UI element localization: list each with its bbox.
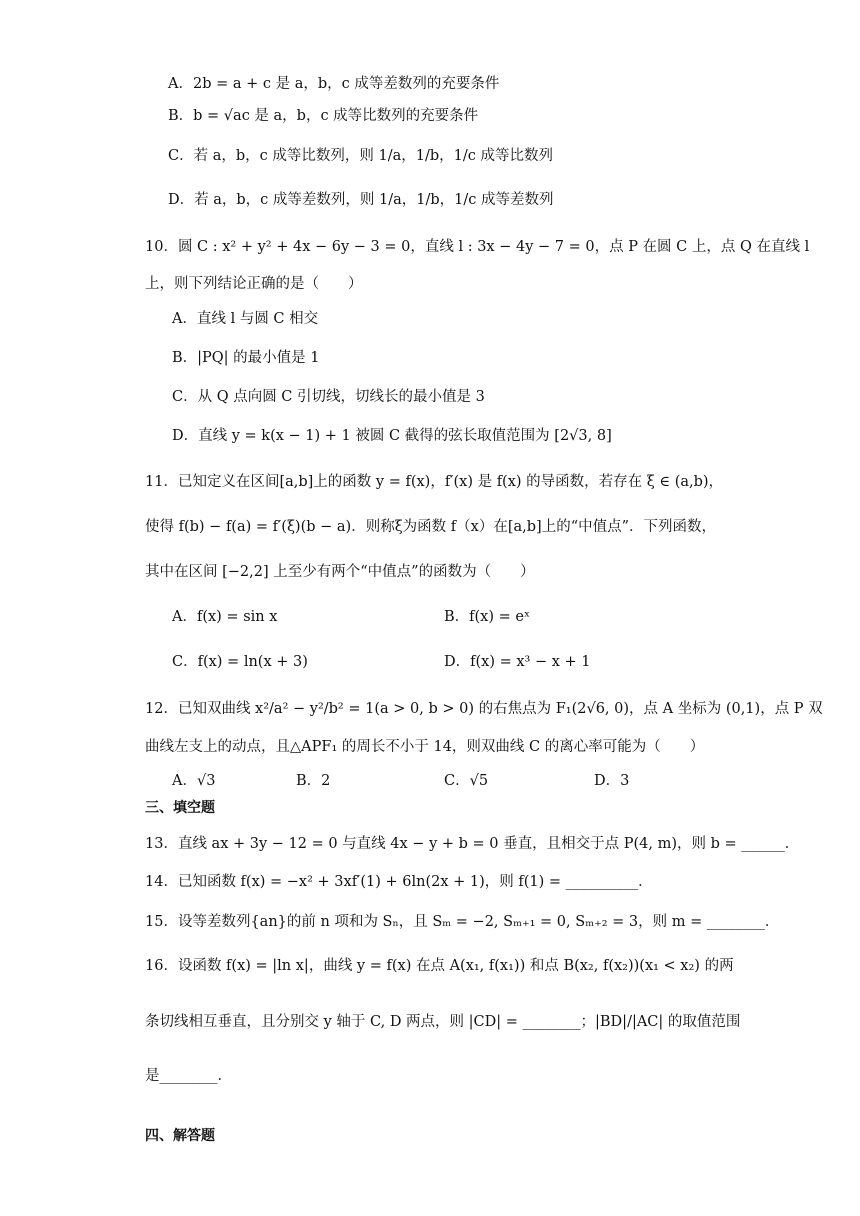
q10-option-d: D．直线 y = k(x − 1) + 1 被圆 C 截得的弦长取值范围为 [2√3, 8]: [172, 428, 612, 444]
q11-stem-line-1: 11．已知定义在区间[a,b]上的函数 y = f(x)，f′(x) 是 f(x) 的导函数，若存在 ξ ∈ (a,b)，: [145, 474, 724, 490]
q16-stem-line-2: 条切线相互垂直，且分别交 y 轴于 C, D 两点，则 |CD| = ________；|BD|/|AC| 的取值范围: [145, 1014, 741, 1030]
q10-option-b: B．|PQ| 的最小值是 1: [172, 350, 320, 366]
q11-stem-line-2: 使得 f(b) − f(a) = f′(ξ)(b − a)．则称ξ为函数 f（x）在[a,b]上的“中值点”．下列函数，: [145, 519, 717, 535]
q9-option-a: A．2b = a + c 是 a，b，c 成等差数列的充要条件: [168, 76, 500, 92]
section-heading-answers: 四、解答题: [145, 1128, 215, 1144]
q12-option-b: B．2: [296, 773, 331, 789]
q12-option-c: C．√5: [444, 773, 489, 789]
question-14: 14．已知函数 f(x) = −x² + 3xf′(1) + 6ln(2x + 1)，则 f(1) = __________．: [145, 874, 653, 890]
q11-option-d: D．f(x) = x³ − x + 1: [444, 654, 591, 670]
q12-stem-line-1: 12．已知双曲线 x²/a² − y²/b² = 1(a > 0, b > 0) 的右焦点为 F₁(2√6, 0)，点 A 坐标为 (0,1)，点 P 双: [145, 701, 823, 717]
q12-option-a: A．√3: [172, 773, 216, 789]
q9-option-b: B．b = √ac 是 a，b，c 成等比数列的充要条件: [168, 108, 479, 124]
q11-stem-line-3: 其中在区间 [−2,2] 上至少有两个“中值点”的函数为（ ）: [145, 564, 535, 580]
q10-option-a: A．直线 l 与圆 C 相交: [172, 311, 319, 327]
q9-option-c: C．若 a，b，c 成等比数列，则 1/a，1/b，1/c 成等比数列: [168, 148, 553, 164]
question-13: 13．直线 ax + 3y − 12 = 0 与直线 4x − y + b = 0 垂直，且相交于点 P(4, m)，则 b = ______．: [145, 836, 800, 852]
q11-option-c: C．f(x) = ln(x + 3): [172, 654, 308, 670]
q16-stem-line-1: 16．设函数 f(x) = |ln x|，曲线 y = f(x) 在点 A(x₁, f(x₁)) 和点 B(x₂, f(x₂))(x₁ < x₂) 的两: [145, 958, 734, 974]
q12-stem-line-2: 曲线左支上的动点，且△APF₁ 的周长不小于 14，则双曲线 C 的离心率可能为（ ）: [145, 739, 705, 755]
q10-stem-line-1: 10．圆 C : x² + y² + 4x − 6y − 3 = 0，直线 l : 3x − 4y − 7 = 0，点 P 在圆 C 上，点 Q 在直线 l: [145, 239, 810, 255]
q11-option-a: A．f(x) = sin x: [172, 609, 278, 625]
q9-option-d: D．若 a，b，c 成等差数列，则 1/a，1/b，1/c 成等差数列: [168, 192, 554, 208]
q12-option-d: D．3: [594, 773, 630, 789]
q16-stem-line-3: 是________．: [145, 1068, 232, 1084]
q10-option-c: C．从 Q 点向圆 C 引切线，切线长的最小值是 3: [172, 389, 485, 405]
q10-stem-line-2: 上，则下列结论正确的是（ ）: [145, 276, 363, 292]
q11-option-b: B．f(x) = eˣ: [444, 609, 531, 625]
question-15: 15．设等差数列{an}的前 n 项和为 Sₙ，且 Sₘ = −2, Sₘ₊₁ = 0, Sₘ₊₂ = 3，则 m = ________．: [145, 914, 780, 930]
section-heading-fill-in: 三、填空题: [145, 800, 215, 816]
